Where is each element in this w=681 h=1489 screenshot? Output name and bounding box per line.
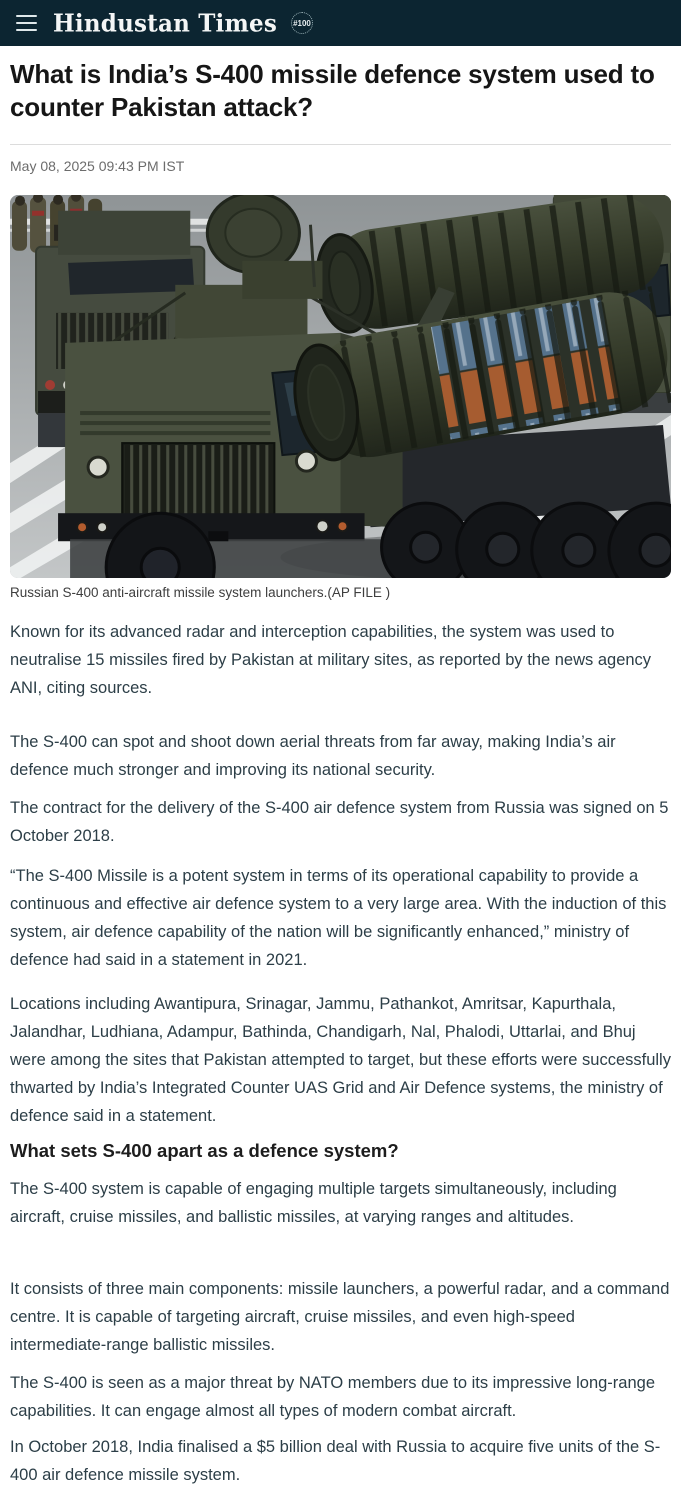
paragraph-7: It consists of three main components: missile launchers, a powerful radar, and a command centre. It is capable of targeting aircraft, cruise missiles, and even high-speed intermediate-range ballistic missiles.: [10, 1280, 670, 1355]
paragraph-8: The S-400 is seen as a major threat by NATO members due to its impressive long-range capabilities. It can engage almost all types of modern combat aircraft.: [10, 1374, 656, 1421]
s400-photo-illustration: [10, 195, 671, 578]
ht-100-badge-icon: #100: [291, 12, 313, 34]
canister-dome-ring: [225, 209, 281, 257]
paragraph-9: In October 2018, India finalised a $5 billion deal with Russia to acquire five units of the S-400 air defence missile system.: [10, 1438, 661, 1485]
section-subheading: What sets S-400 apart as a defence system?: [10, 1140, 399, 1162]
paragraph-6: The S-400 system is capable of engaging multiple targets simultaneously, including aircraft, cruise missiles, and ballistic missiles, at varying ranges and altitudes.: [10, 1180, 617, 1227]
paragraph-5: Locations including Awantipura, Srinagar, Jammu, Pathankot, Amritsar, Kapurthala, Jalandhar, Ludhiana, Adampur, Bathinda, Chandigarh, Nal, Phalodi, Uttarlai, and Bhuj were among the sites that Pakistan attempted to target, but these efforts were successfully thwarted by India’s Integrated Counter UAS Grid and Air Defence systems, the ministry of defence said in a statement.: [10, 995, 671, 1126]
app-header: [0, 0, 681, 46]
divider: [10, 144, 671, 145]
article-date: May 08, 2025 09:43 PM IST: [10, 158, 185, 175]
ht-logo[interactable]: Hindustan Times: [53, 8, 277, 38]
paragraph-2: The S-400 can spot and shoot down aerial threats from far away, making India’s air defence much stronger and improving its national security.: [10, 733, 616, 780]
article-title: What is India’s S-400 missile defence system used to counter Pakistan attack?: [10, 59, 655, 123]
image-caption: Russian S-400 anti-aircraft missile system launchers.(AP FILE ): [10, 585, 391, 601]
paragraph-1: Known for its advanced radar and interception capabilities, the system was used to neutralise 15 missiles fired by Pakistan at military sites, as reported by the news agency ANI, citing sources.: [10, 623, 652, 698]
article-image: [10, 195, 671, 578]
hamburger-menu-icon[interactable]: [14, 11, 39, 35]
paragraph-3: The contract for the delivery of the S-400 air defence system from Russia was signed on 5 October 2018.: [10, 799, 669, 846]
paragraph-4-quote: “The S-400 Missile is a potent system in terms of its operational capability to provide a continuous and effective air defence system to a very large area. With the induction of this system, air defence capability of the nation will be significantly enhanced,” ministry of defence had said in a statement in 2021.: [10, 867, 667, 970]
article-body: [0, 58, 681, 1489]
